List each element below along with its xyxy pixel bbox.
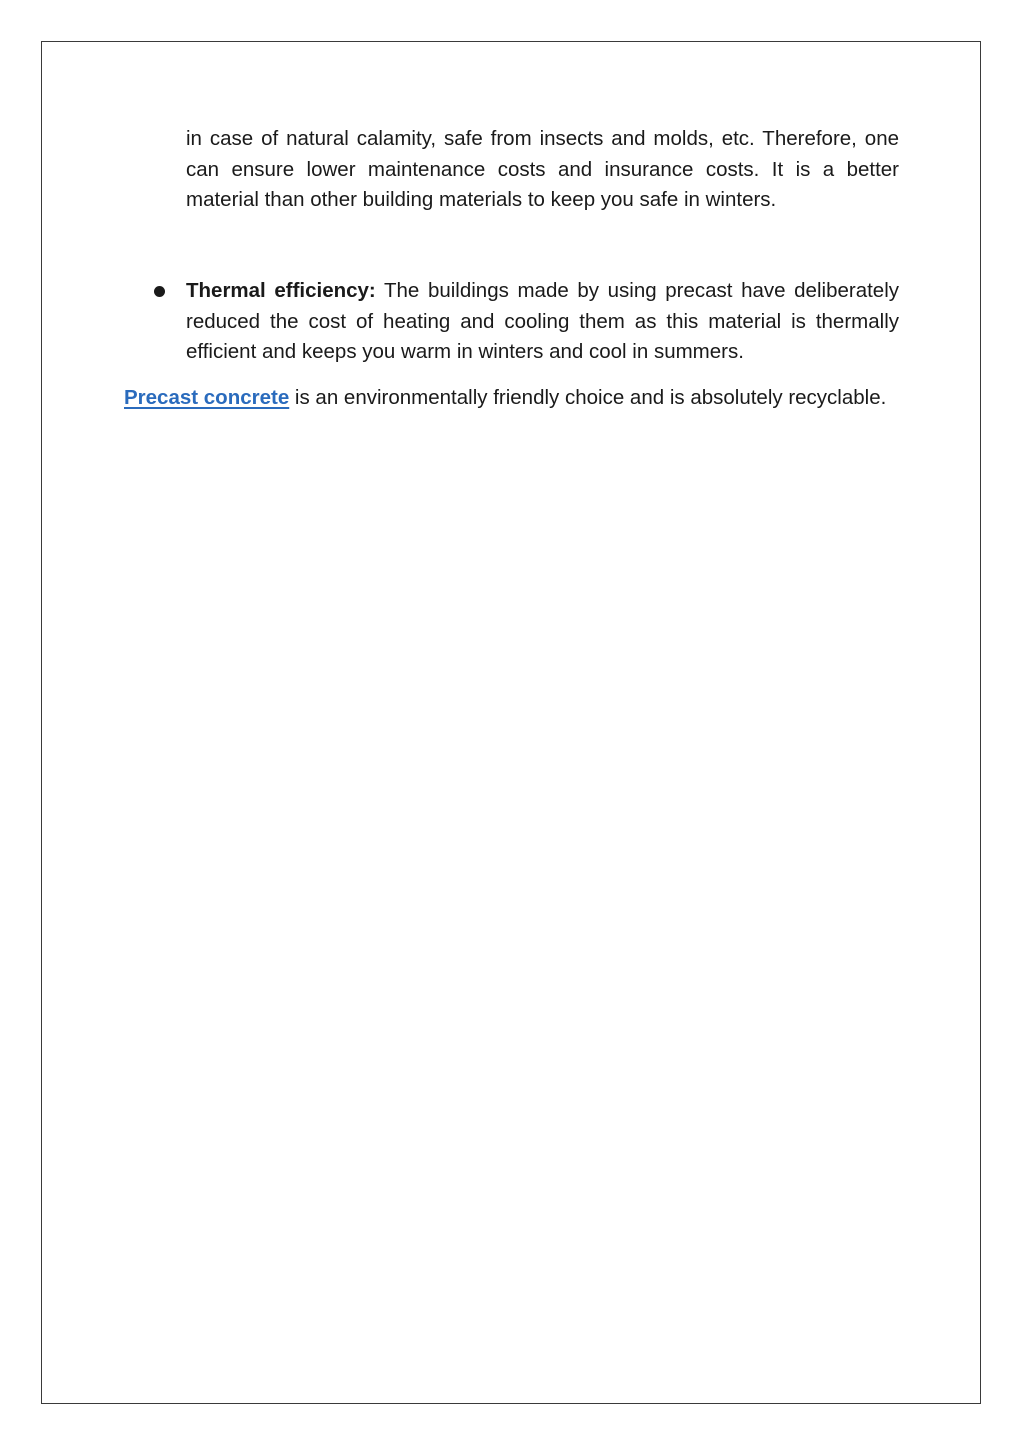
- bullet-term: Thermal efficiency:: [186, 279, 376, 302]
- closing-paragraph: [124, 383, 899, 414]
- bullet-text: The buildings made by using precast have deliberately reduced the cost of heating and cooling them as this material is thermally efficient and keeps you warm in winters and cool in summers.: [186, 279, 899, 363]
- bullet-item-thermal-efficiency: [186, 276, 899, 368]
- bullet-icon: [154, 286, 165, 297]
- precast-concrete-link[interactable]: Precast concrete: [124, 386, 290, 409]
- page-border: [41, 41, 981, 1404]
- continuation-paragraph: in case of natural calamity, safe from insects and molds, etc. Therefore, one can ensure lower maintenance costs and insurance costs. It is a better material than other building materials to keep you safe in winters.: [186, 127, 899, 211]
- closing-text: is an environmentally friendly choice and is absolutely recyclable.: [289, 386, 887, 409]
